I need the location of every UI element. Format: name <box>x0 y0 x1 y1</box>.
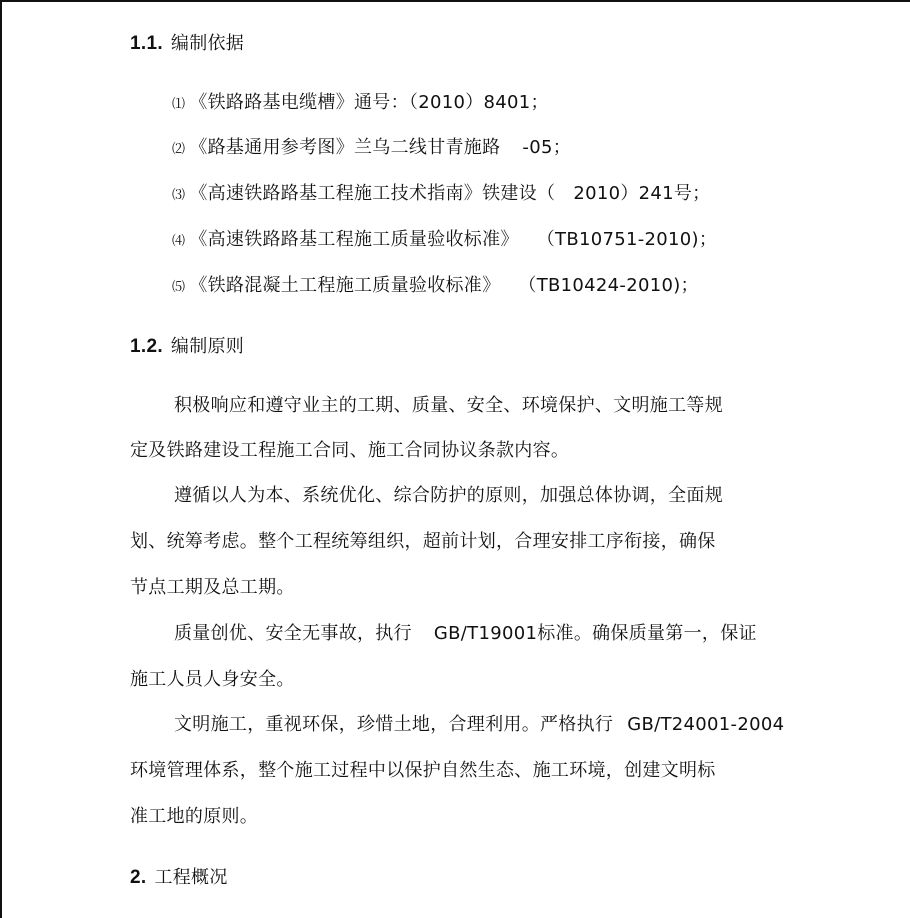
heading-number: 1.1. <box>130 33 163 54</box>
paragraph-line: 遵循以人为本、系统优化、综合防护的原则，加强总体协调，全面规 <box>174 485 723 506</box>
reference-item: ⑶ 《高速铁路路基工程施工技术指南》铁建设（ 2010）241号； <box>172 183 711 204</box>
reference-item: ⑷ 《高速铁路路基工程施工质量验收标准》 （TB10751-2010)； <box>172 229 718 250</box>
heading-number: 1.2. <box>130 336 163 357</box>
heading-2 <box>130 867 228 889</box>
paragraph-line: 文明施工，重视环保，珍惜土地，合理利用。严格执行 GB/T24001-2004 <box>174 714 785 735</box>
paragraph-line: 施工人员人身安全。 <box>130 669 295 690</box>
paragraph-line: 划、统筹考虑。整个工程统筹组织，超前计划，合理安排工序衔接，确保 <box>130 531 716 552</box>
paragraph-line: 质量创优、安全无事故，执行 GB/T19001标准。确保质量第一，保证 <box>174 623 757 644</box>
reference-item: ⑵ 《路基通用参考图》兰乌二线甘青施路 -05； <box>172 137 572 158</box>
heading-title: 编制原则 <box>170 336 245 357</box>
paragraph-line: 节点工期及总工期。 <box>130 577 295 598</box>
paragraph-line: 准工地的原则。 <box>130 806 259 827</box>
reference-item: ⑸ 《铁路混凝土工程施工质量验收标准》 （TB10424-2010)； <box>172 275 699 296</box>
heading-title: 工程概况 <box>154 867 228 888</box>
heading-1-1 <box>130 33 244 55</box>
page-top-border <box>0 0 910 2</box>
heading-1-2 <box>130 336 244 358</box>
paragraph-line: 积极响应和遵守业主的工期、质量、安全、环境保护、文明施工等规 <box>174 395 723 416</box>
page-left-border <box>0 0 2 918</box>
paragraph-line: 定及铁路建设工程施工合同、施工合同协议条款内容。 <box>130 440 570 461</box>
heading-title: 编制依据 <box>170 33 245 54</box>
paragraph-line: 环境管理体系，整个施工过程中以保护自然生态、施工环境，创建文明标 <box>130 760 716 781</box>
heading-number: 2. <box>130 867 147 888</box>
reference-item: ⑴ 《铁路路基电缆槽》通号：（2010）8401； <box>172 92 549 113</box>
